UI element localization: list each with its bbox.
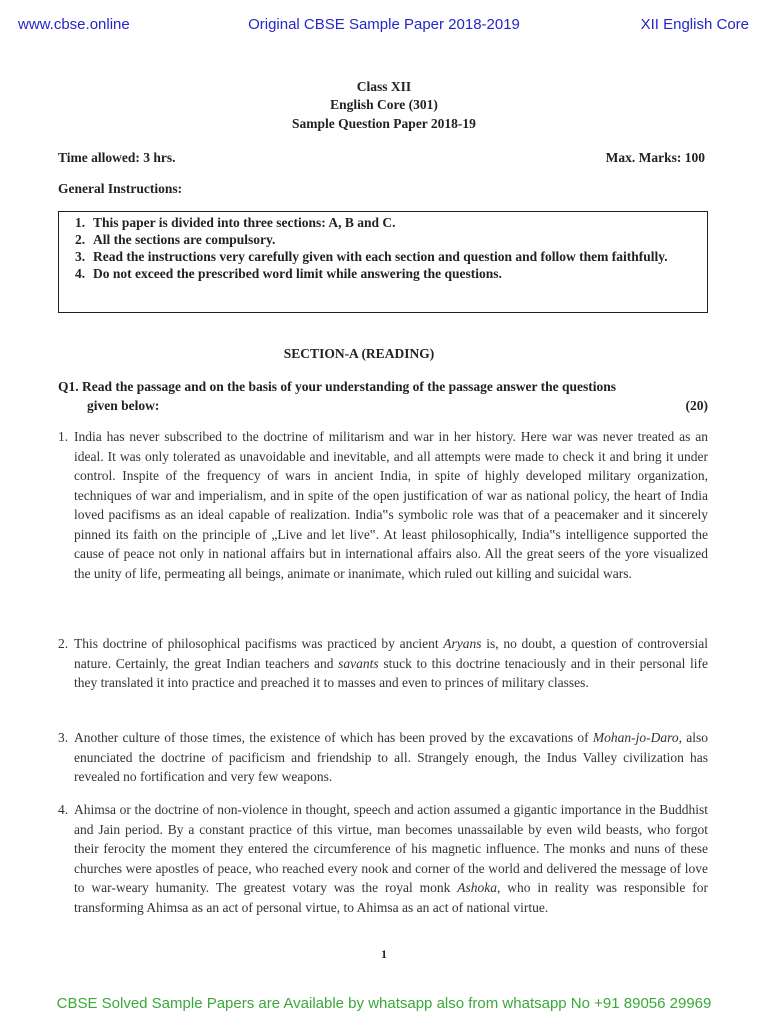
instruction-item bbox=[75, 248, 699, 265]
instructions-list bbox=[75, 214, 699, 282]
italic-term: savants bbox=[338, 655, 379, 671]
instruction-number: 4. bbox=[75, 266, 86, 281]
paragraph-segment: India has never subscribed to the doctrine of militarism and war in her history. Here war was never treated as an ideal. It was only tolerated as unavoidable and inevitable, and all attempts were made to check it and bring it under control. Inspite of the frequency of wars in ancient India, in spite of highly developed military organization, techniques of war and imperialism, and in spite of the open justification of war as national policy, the heart of India loved pacifisms as an ideal capable of realization. India‟s symbolic role was that of a peacemaker and it sincerely pinned its faith on the principle of „Live and let live‟. At least philosophically, India‟s intelligence supported the cause of peace not only in national affairs but in international affairs also. All the great seers of the yore visualized the unity of life, permeating all beings, animate or inanimate, which ruled out killing and suicidal wars. bbox=[74, 429, 708, 581]
instruction-text: Read the instructions very carefully given with each section and question and follow them faithfully. bbox=[93, 249, 668, 264]
instruction-text: This paper is divided into three sections: A, B and C. bbox=[93, 215, 396, 230]
header-paper-title: Original CBSE Sample Paper 2018-2019 bbox=[248, 16, 520, 33]
passage-paragraph-4 bbox=[58, 800, 708, 917]
passage-paragraph-2 bbox=[58, 634, 708, 693]
paragraph-number: 2. bbox=[58, 636, 69, 651]
instruction-number: 1. bbox=[75, 215, 86, 230]
paragraph-segment: stuck to this doctrine tenaciously and in their personal life they translated it into practice and preached it to masses and even to princes of military classes. bbox=[74, 655, 708, 690]
instruction-number: 2. bbox=[75, 232, 86, 247]
header-subject: XII English Core bbox=[640, 16, 749, 33]
page-number: 1 bbox=[381, 947, 387, 961]
time-allowed: Time allowed: 3 hrs. bbox=[58, 150, 176, 165]
paragraph-text bbox=[74, 427, 708, 583]
paragraph-segment: This doctrine of philosophical pacifisms was practiced by ancient bbox=[74, 636, 444, 651]
paragraph-text bbox=[74, 634, 708, 693]
paragraph-text bbox=[74, 800, 708, 917]
instruction-item bbox=[75, 231, 699, 248]
title-paper: Sample Question Paper 2018-19 bbox=[292, 116, 476, 131]
paragraph-number: 4. bbox=[58, 802, 69, 817]
instructions-box bbox=[58, 211, 708, 313]
instruction-text: All the sections are compulsory. bbox=[93, 232, 276, 247]
header-site-link[interactable]: www.cbse.online bbox=[18, 16, 130, 33]
paragraph-segment: , who in reality was responsible for transforming Ahimsa as an act of personal virtue, to Ahimsa as an act of national virtue. bbox=[74, 880, 708, 915]
instruction-item bbox=[75, 265, 699, 282]
max-marks: Max. Marks: 100 bbox=[605, 150, 705, 165]
title-subject: English Core (301) bbox=[330, 97, 438, 112]
instruction-number: 3. bbox=[75, 249, 86, 264]
paragraph-segment: , also enunciated the doctrine of pacificism and friendship to all. Strangely enough, the Indus Valley civilization has revealed no fortification and very few weapons. bbox=[74, 730, 709, 784]
question-1-line-2 bbox=[58, 396, 708, 415]
title-class: Class XII bbox=[356, 79, 412, 94]
general-instructions-heading: General Instructions: bbox=[58, 181, 183, 196]
paragraph-text bbox=[74, 728, 708, 787]
paragraph-number: 3. bbox=[58, 730, 69, 745]
instruction-text: Do not exceed the prescribed word limit while answering the questions. bbox=[93, 266, 502, 281]
italic-term: Mohan-jo-Daro bbox=[592, 730, 679, 745]
footer-whatsapp-notice: CBSE Solved Sample Papers are Available by whatsapp also from whatsapp No +91 89056 29969 bbox=[56, 995, 712, 1012]
paragraph-segment: is, no doubt, a question of controversial nature. Certainly, the great Indian teachers and bbox=[74, 636, 708, 671]
paragraph-number: 1. bbox=[58, 429, 69, 444]
question-1-marks: (20) bbox=[685, 398, 708, 413]
question-1 bbox=[58, 377, 708, 415]
question-1-line-1: Q1. Read the passage and on the basis of your understanding of the passage answer the questions bbox=[58, 379, 616, 394]
question-1-continuation: given below: bbox=[87, 398, 160, 413]
instruction-item bbox=[75, 214, 699, 231]
paragraph-segment: Another culture of those times, the existence of which has been proved by the excavations of bbox=[74, 730, 593, 745]
italic-term: Ashoka bbox=[457, 880, 497, 895]
passage-paragraph-3 bbox=[58, 728, 708, 787]
paragraph-segment: Ahimsa or the doctrine of non-violence in thought, speech and action assumed a gigantic importance in the Buddhist and Jain period. By a constant practice of this virtue, man becomes unassailable by even wild beasts, who forgot their ferocity the moment they entered the circumference of his magnetic influence. The monks and nuns of these churches were apostles of peace, who reached every nook and corner of the world and delivered the message of love to war-weary humanity. The greatest votary was the royal monk bbox=[74, 802, 708, 895]
passage-paragraph-1 bbox=[58, 427, 708, 583]
section-a-heading: SECTION-A (READING) bbox=[283, 346, 435, 361]
italic-term: Aryans bbox=[443, 636, 482, 651]
